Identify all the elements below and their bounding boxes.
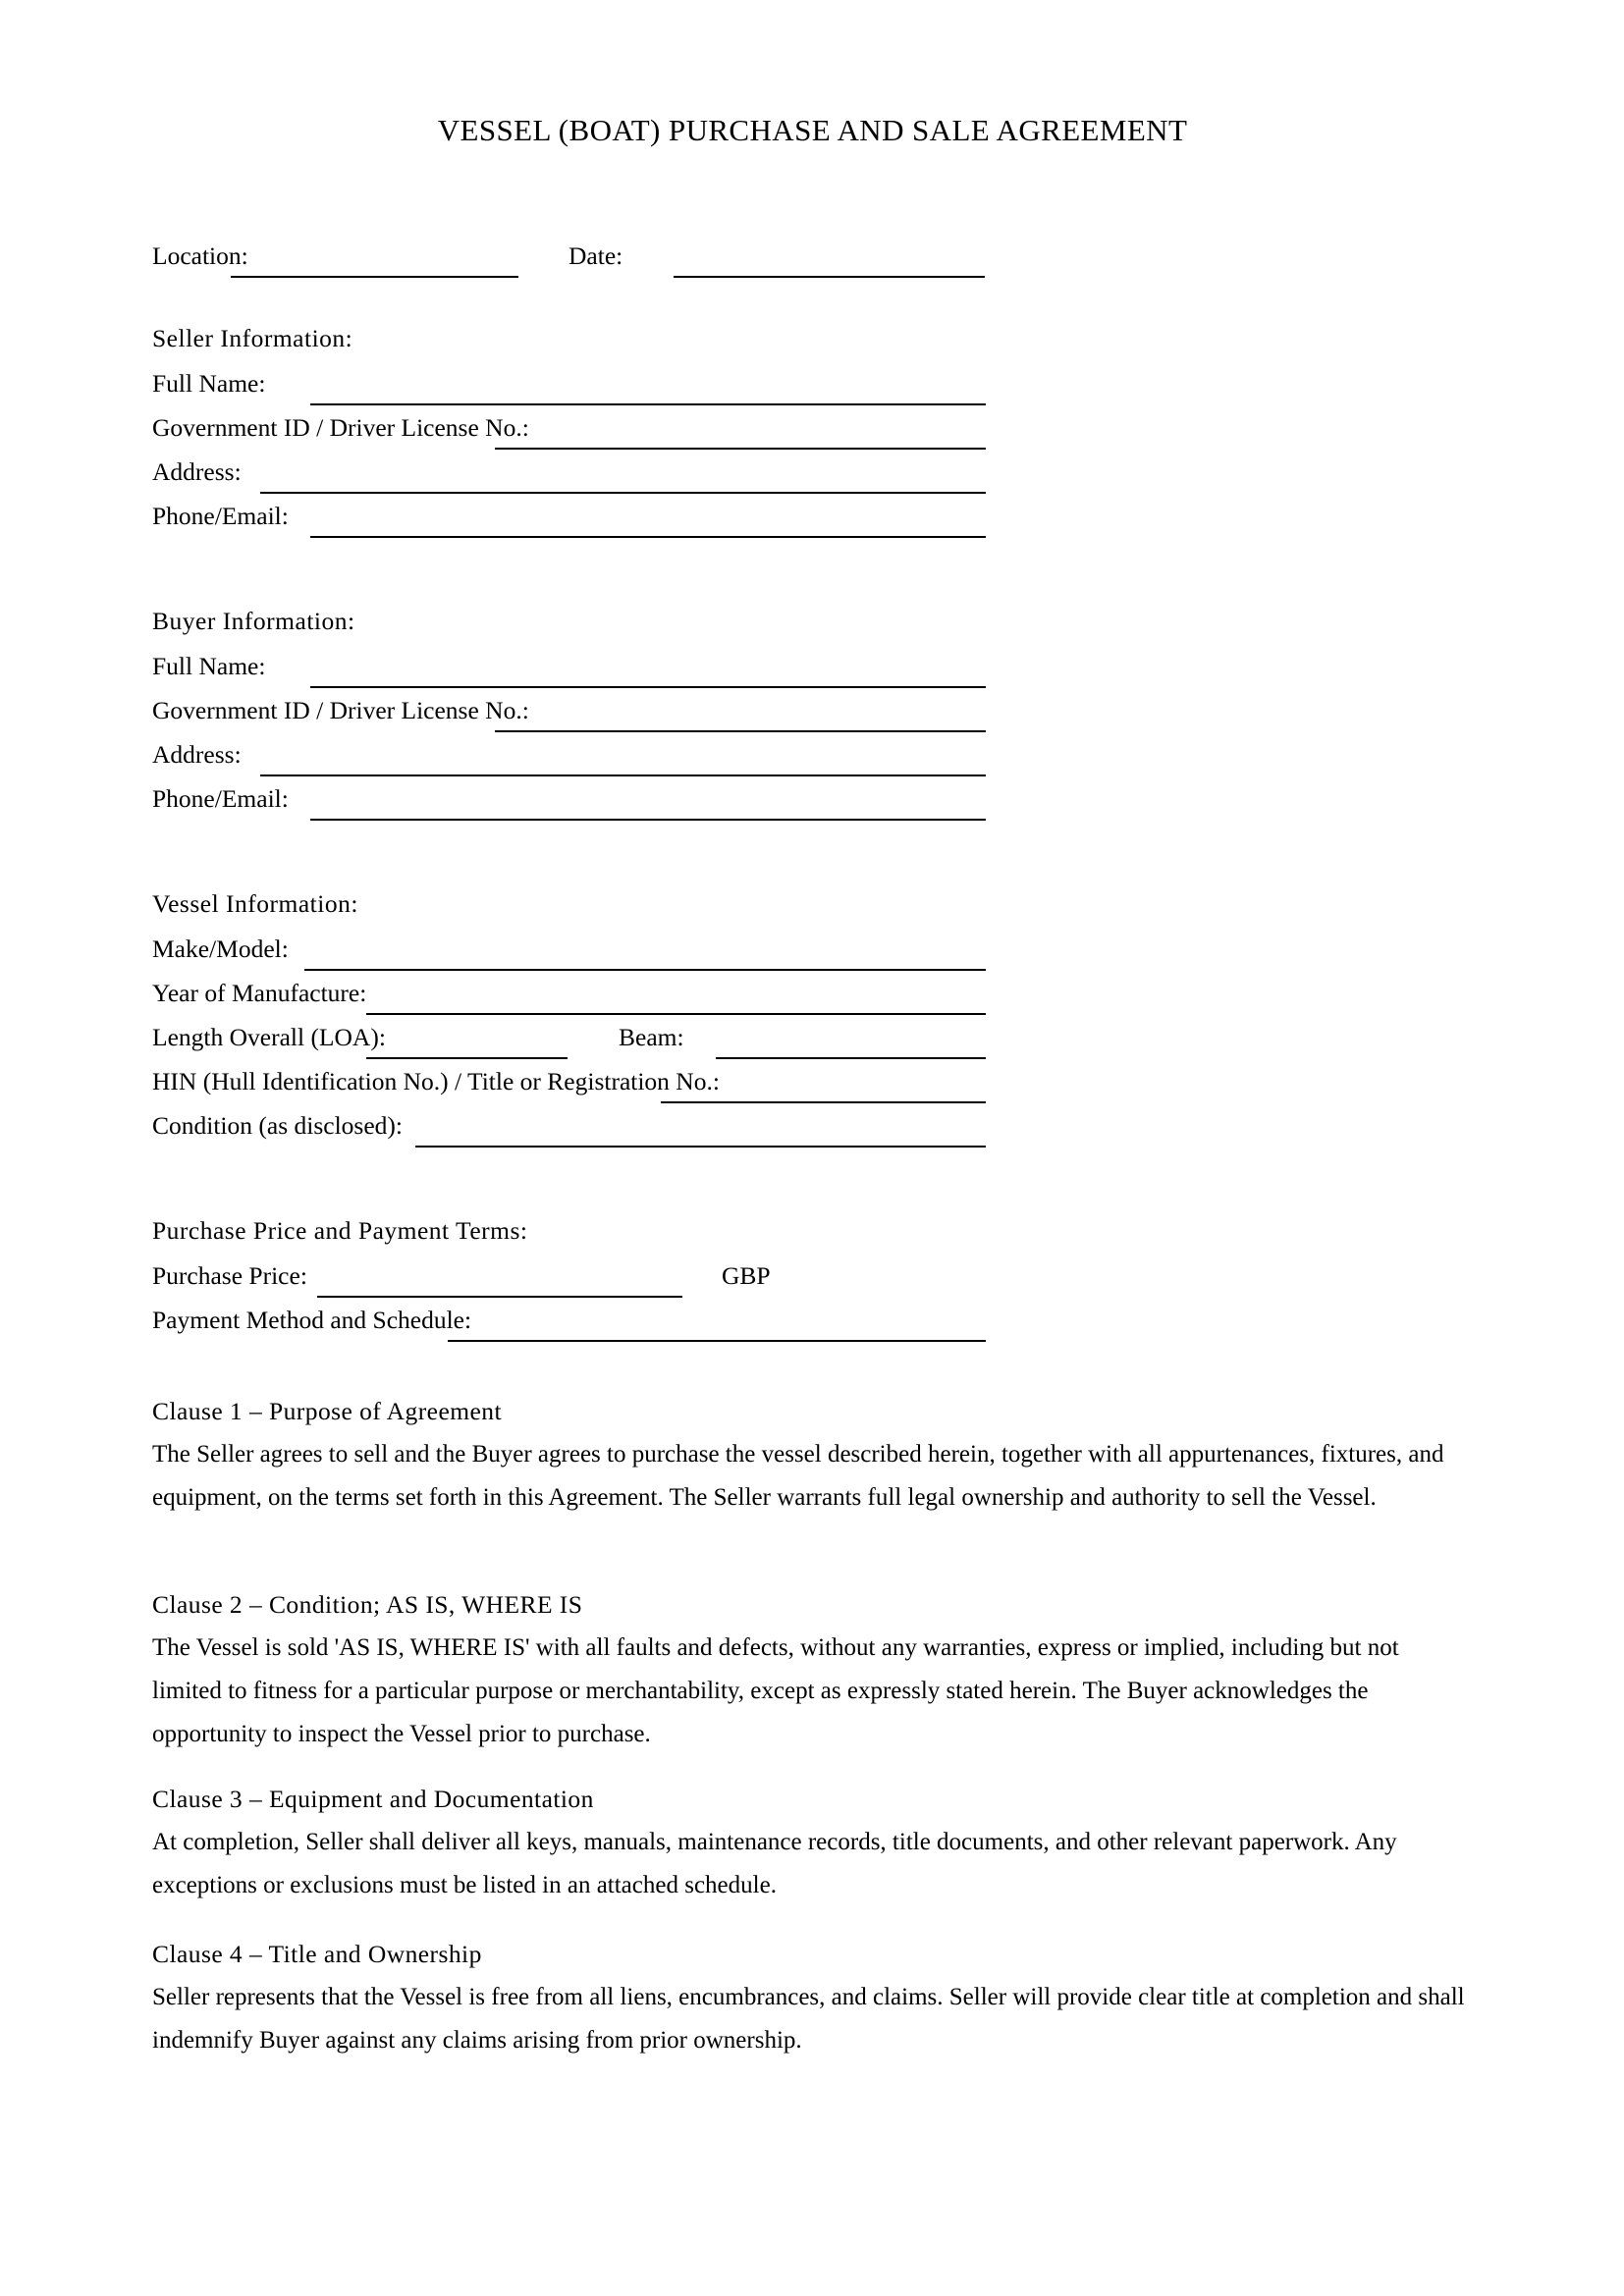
buyer-phone-email-rule[interactable] [310, 819, 986, 821]
payment-terms-heading: Purchase Price and Payment Terms: [152, 1216, 528, 1245]
seller-phone-email-label: Phone/Email: [152, 502, 289, 530]
clause-2-body: The Vessel is sold 'AS IS, WHERE IS' with all faults and defects, without any warranties, express or implied, including but not limited to fitness for a particular purpose or merchantability, except as expressly stated herein. The Buyer acknowledges the opportunity to inspect the Vessel prior to purchase. [152, 1634, 1399, 1747]
buyer-address-label: Address: [152, 740, 242, 769]
clause-3-body: At completion, Seller shall deliver all keys, manuals, maintenance records, title documents, and other relevant paperwork. Any exceptions or exclusions must be listed in an attached schedule. [152, 1829, 1397, 1898]
document-sheet [152, 0, 1473, 2296]
page-title: VESSEL (BOAT) PURCHASE AND SALE AGREEMENT [437, 113, 1188, 147]
currency-label: GBP [722, 1261, 771, 1290]
vessel-beam-label: Beam: [619, 1023, 684, 1051]
date-label: Date: [568, 241, 623, 270]
clause-4-heading: Clause 4 – Title and Ownership [152, 1940, 482, 1968]
payment-method-label: Payment Method and Schedule: [152, 1306, 472, 1334]
payment-method-rule[interactable] [448, 1340, 986, 1342]
location-input-rule[interactable] [231, 276, 518, 278]
buyer-government-id-rule[interactable] [495, 730, 986, 732]
buyer-phone-email-label: Phone/Email: [152, 784, 289, 813]
vessel-condition-rule[interactable] [415, 1146, 986, 1148]
buyer-information-heading: Buyer Information: [152, 607, 355, 635]
location-label: Location: [152, 241, 248, 270]
buyer-government-id-label: Government ID / Driver License No.: [152, 696, 529, 724]
vessel-year-label: Year of Manufacture: [152, 979, 367, 1007]
seller-government-id-rule[interactable] [495, 448, 986, 450]
seller-government-id-label: Government ID / Driver License No.: [152, 413, 529, 442]
buyer-full-name-label: Full Name: [152, 652, 266, 680]
vessel-loa-label: Length Overall (LOA): [152, 1023, 386, 1051]
clause-4-body: Seller represents that the Vessel is free from all liens, encumbrances, and claims. Seller will provide clear title at completion and shall indemnify Buyer against any claims arising from prior ownership. [152, 1984, 1465, 2054]
vessel-information-heading: Vessel Information: [152, 889, 358, 918]
purchase-price-rule[interactable] [317, 1296, 682, 1298]
vessel-loa-rule[interactable] [366, 1057, 568, 1059]
clause-2-heading: Clause 2 – Condition; AS IS, WHERE IS [152, 1590, 583, 1619]
clause-3-heading: Clause 3 – Equipment and Documentation [152, 1785, 594, 1813]
clause-1-heading: Clause 1 – Purpose of Agreement [152, 1397, 503, 1425]
vessel-hin-rule[interactable] [661, 1101, 986, 1103]
date-input-rule[interactable] [674, 276, 985, 278]
vessel-condition-label: Condition (as disclosed): [152, 1111, 403, 1140]
clause-1-body: The Seller agrees to sell and the Buyer agrees to purchase the vessel described herein, together with all appurtenances, fixtures, and equipment, on the terms set forth in this Agreement. The Seller warrants full legal ownership and authority to sell the Vessel. [152, 1441, 1444, 1511]
vessel-year-rule[interactable] [366, 1013, 986, 1015]
seller-full-name-rule[interactable] [310, 403, 986, 405]
seller-phone-email-rule[interactable] [310, 536, 986, 538]
vessel-hin-label: HIN (Hull Identification No.) / Title or Registration No.: [152, 1067, 720, 1095]
buyer-address-rule[interactable] [260, 774, 986, 776]
seller-full-name-label: Full Name: [152, 369, 266, 398]
purchase-price-label: Purchase Price: [152, 1261, 307, 1290]
buyer-full-name-rule[interactable] [310, 686, 986, 688]
vessel-beam-rule[interactable] [716, 1057, 986, 1059]
seller-address-label: Address: [152, 457, 242, 486]
seller-information-heading: Seller Information: [152, 324, 353, 352]
seller-address-rule[interactable] [260, 492, 986, 494]
vessel-make-model-rule[interactable] [304, 969, 986, 971]
vessel-make-model-label: Make/Model: [152, 934, 289, 963]
